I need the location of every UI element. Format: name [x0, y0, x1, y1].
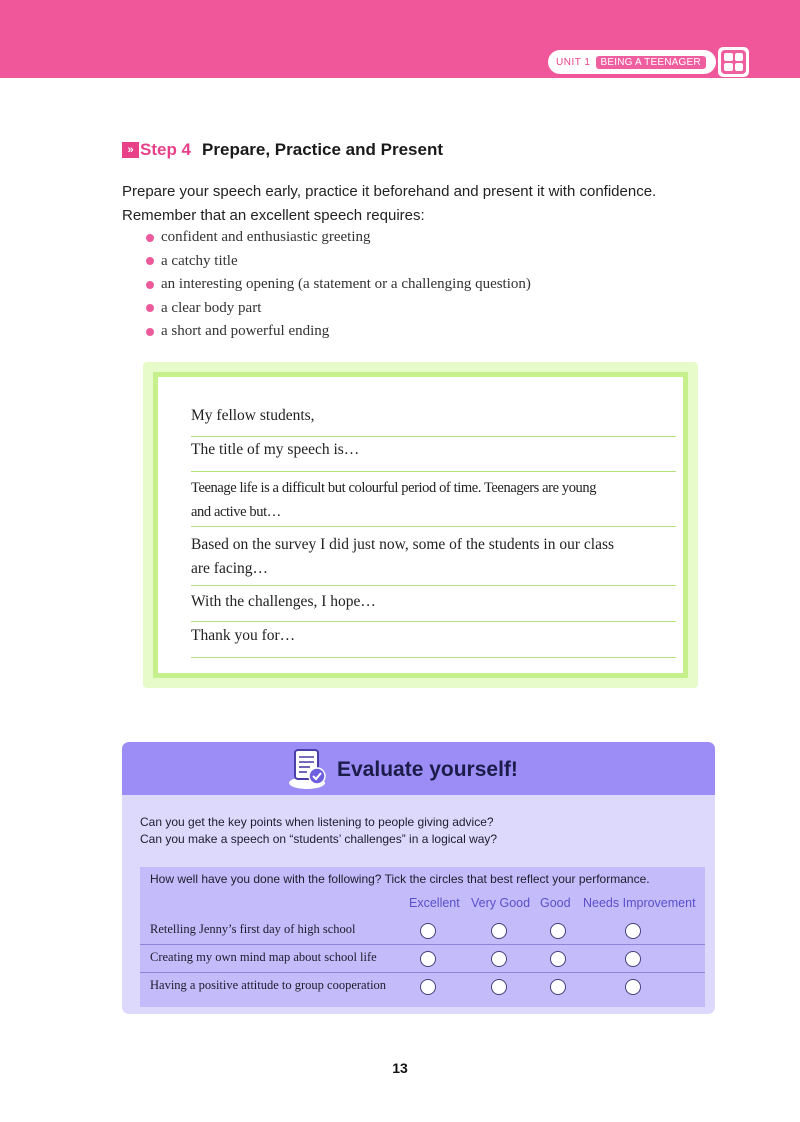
bullet-icon: [146, 234, 154, 242]
row-label: Retelling Jenny’s first day of high school: [150, 922, 356, 936]
row-label: Having a positive attitude to group cooperation: [150, 978, 387, 992]
rating-header-needs-improvement: Needs Improvement: [583, 896, 696, 910]
speech-template-panel: [153, 372, 688, 678]
radio-good[interactable]: [550, 923, 566, 939]
radio-very-good[interactable]: [491, 951, 507, 967]
rating-header-excellent: Excellent: [409, 896, 460, 910]
radio-needs-improvement[interactable]: [625, 923, 641, 939]
step-heading: [122, 140, 443, 160]
rating-header-very-good: Very Good: [471, 896, 531, 910]
speech-line: Based on the survey I did just now, some of the students in our class are facing…: [191, 533, 676, 586]
rating-table: [140, 867, 705, 1007]
evaluate-title: Evaluate yourself!: [337, 758, 518, 781]
table-row: [140, 917, 705, 945]
list-item: a short and powerful ending: [146, 320, 531, 344]
speech-line: Thank you for…: [191, 627, 676, 658]
row-label: Creating my own mind map about school life: [150, 950, 377, 964]
speech-line: Teenage life is a difficult but colourful period of time. Teenagers are young and active but…: [191, 476, 676, 527]
step-label: Step 4: [140, 140, 192, 159]
list-item: a clear body part: [146, 297, 531, 321]
speech-template-frame: [143, 362, 698, 688]
intro-line: Remember that an excellent speech requires:: [122, 207, 425, 224]
table-row: [140, 945, 705, 973]
radio-good[interactable]: [550, 951, 566, 967]
radio-excellent[interactable]: [420, 979, 436, 995]
list-item: an interesting opening (a statement or a challenging question): [146, 273, 531, 297]
radio-excellent[interactable]: [420, 923, 436, 939]
page-number: 13: [392, 1060, 408, 1076]
unit-breadcrumb: [548, 50, 716, 74]
bullet-icon: [146, 281, 154, 289]
rating-header-good: Good: [540, 896, 571, 910]
list-item: confident and enthusiastic greeting: [146, 226, 531, 250]
step-title: Prepare, Practice and Present: [202, 140, 443, 159]
intro-paragraph: [122, 180, 722, 228]
radio-excellent[interactable]: [420, 951, 436, 967]
speech-line: The title of my speech is…: [191, 441, 676, 472]
rating-instruction: How well have you done with the following? Tick the circles that best reflect your performance.: [150, 872, 650, 886]
double-chevron-right-icon: »: [122, 142, 139, 158]
question-line: Can you get the key points when listening to people giving advice?: [140, 815, 494, 829]
bullet-icon: [146, 304, 154, 312]
radio-needs-improvement[interactable]: [625, 979, 641, 995]
requirements-list: [146, 226, 531, 344]
evaluate-questions: [140, 814, 700, 848]
bullet-icon: [146, 328, 154, 336]
radio-needs-improvement[interactable]: [625, 951, 641, 967]
brand-logo-icon: [718, 47, 749, 77]
speech-line: My fellow students,: [191, 407, 676, 437]
radio-very-good[interactable]: [491, 923, 507, 939]
intro-line: Prepare your speech early, practice it beforehand and present it with confidence.: [122, 183, 657, 200]
evaluate-header: [122, 742, 715, 795]
unit-label: UNIT 1: [556, 56, 591, 68]
list-item: a catchy title: [146, 250, 531, 274]
radio-good[interactable]: [550, 979, 566, 995]
speech-line: With the challenges, I hope…: [191, 593, 676, 622]
table-row: [140, 973, 705, 1001]
bullet-icon: [146, 257, 154, 265]
question-line: Can you make a speech on “students’ challenges” in a logical way?: [140, 832, 498, 846]
checklist-icon: [288, 746, 328, 790]
evaluate-yourself-box: [122, 742, 715, 1014]
radio-very-good[interactable]: [491, 979, 507, 995]
unit-title: BEING A TEENAGER: [596, 56, 706, 69]
